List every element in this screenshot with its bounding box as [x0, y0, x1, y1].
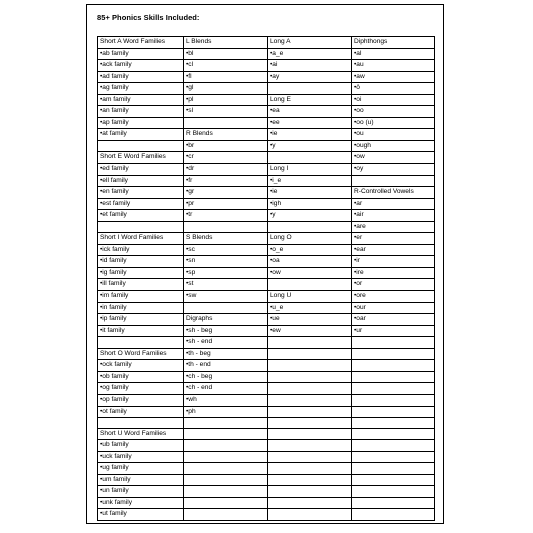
table-cell: •ph: [184, 406, 268, 418]
table-cell: •sl: [184, 106, 268, 118]
table-cell: •u_e: [268, 302, 352, 314]
table-cell: •ea: [268, 106, 352, 118]
table-cell: [268, 440, 352, 452]
table-cell: •ow: [352, 152, 435, 164]
worksheet-page: [86, 4, 444, 524]
table-cell: •ot family: [98, 406, 184, 418]
table-cell: •ire: [352, 267, 435, 279]
table-cell: •gr: [184, 187, 268, 199]
table-cell: Long O: [268, 233, 352, 245]
table-cell: [184, 497, 268, 509]
table-row: [98, 383, 435, 395]
table-cell: •o_e: [268, 244, 352, 256]
table-cell: •est family: [98, 198, 184, 210]
table-cell: [352, 463, 435, 475]
table-cell: •ab family: [98, 48, 184, 60]
table-cell: •ad family: [98, 71, 184, 83]
table-cell: •ir: [352, 256, 435, 268]
table-cell: [352, 486, 435, 498]
table-cell: •oi: [352, 94, 435, 106]
table-cell: [268, 371, 352, 383]
table-cell: Short E Word Families: [98, 152, 184, 164]
table-cell: [184, 117, 268, 129]
table-cell: •gl: [184, 83, 268, 95]
table-row: [98, 48, 435, 60]
table-cell: •ai: [268, 60, 352, 72]
table-cell: •ock family: [98, 360, 184, 372]
table-cell: •ill family: [98, 279, 184, 291]
table-cell: [352, 383, 435, 395]
table-cell: •ur: [352, 325, 435, 337]
table-cell: •oar: [352, 314, 435, 326]
table-row: [98, 509, 435, 521]
table-row: [98, 337, 435, 349]
table-row: [98, 497, 435, 509]
table-cell: •igh: [268, 198, 352, 210]
table-row: [98, 348, 435, 360]
table-cell: •ch - beg: [184, 371, 268, 383]
table-cell: [352, 418, 435, 429]
table-cell: •air: [352, 210, 435, 222]
table-cell: •y: [268, 140, 352, 152]
table-cell: [268, 451, 352, 463]
table-cell: Short I Word Families: [98, 233, 184, 245]
table-row: [98, 406, 435, 418]
table-cell: [352, 440, 435, 452]
table-cell: •dr: [184, 164, 268, 176]
table-cell: •au: [352, 60, 435, 72]
table-cell: [98, 418, 184, 429]
table-cell: •in family: [98, 302, 184, 314]
table-cell: •ag family: [98, 83, 184, 95]
table-cell: •ub family: [98, 440, 184, 452]
table-row: [98, 198, 435, 210]
table-cell: [268, 221, 352, 233]
table-cell: •an family: [98, 106, 184, 118]
table-cell: [268, 383, 352, 395]
table-row: [98, 325, 435, 337]
table-cell: •aw: [352, 71, 435, 83]
table-row: [98, 302, 435, 314]
table-row: [98, 371, 435, 383]
table-row: [98, 187, 435, 199]
table-row: [98, 140, 435, 152]
table-cell: [268, 279, 352, 291]
table-cell: •ow: [268, 267, 352, 279]
table-cell: •tr: [184, 210, 268, 222]
table-row: [98, 291, 435, 303]
table-cell: •wh: [184, 394, 268, 406]
table-row: [98, 267, 435, 279]
table-row: [98, 117, 435, 129]
table-cell: •unk family: [98, 497, 184, 509]
table-cell: •ig family: [98, 267, 184, 279]
table-cell: •im family: [98, 291, 184, 303]
table-cell: S Blends: [184, 233, 268, 245]
table-cell: [268, 428, 352, 440]
table-cell: L Blends: [184, 37, 268, 49]
table-cell: •ut family: [98, 509, 184, 521]
table-cell: •am family: [98, 94, 184, 106]
table-cell: •ough: [352, 140, 435, 152]
table-row: [98, 360, 435, 372]
page-title: 85+ Phonics Skills Included:: [97, 13, 200, 22]
table-cell: •cr: [184, 152, 268, 164]
table-row: [98, 394, 435, 406]
table-row: [98, 314, 435, 326]
table-cell: [352, 451, 435, 463]
table-row: [98, 152, 435, 164]
table-cell: [268, 348, 352, 360]
table-cell: •um family: [98, 474, 184, 486]
table-cell: [352, 348, 435, 360]
table-cell: [268, 486, 352, 498]
table-cell: •or: [352, 279, 435, 291]
table-cell: [268, 406, 352, 418]
table-cell: [268, 83, 352, 95]
table-cell: [352, 497, 435, 509]
table-cell: •sc: [184, 244, 268, 256]
table-cell: [268, 497, 352, 509]
table-cell: •ap family: [98, 117, 184, 129]
table-cell: [352, 337, 435, 349]
table-cell: [98, 221, 184, 233]
table-cell: •et family: [98, 210, 184, 222]
table-cell: •sw: [184, 291, 268, 303]
table-cell: [184, 302, 268, 314]
table-cell: [98, 337, 184, 349]
table-cell: [184, 440, 268, 452]
table-cell: •fr: [184, 175, 268, 187]
table-cell: •oy: [352, 164, 435, 176]
table-cell: Short O Word Families: [98, 348, 184, 360]
table-cell: [184, 428, 268, 440]
table-cell: [184, 509, 268, 521]
table-cell: [184, 418, 268, 429]
table-cell: •oa: [268, 256, 352, 268]
table-cell: •ay: [268, 71, 352, 83]
table-row: [98, 60, 435, 72]
table-cell: •uck family: [98, 451, 184, 463]
table-cell: [352, 360, 435, 372]
table-cell: •ob family: [98, 371, 184, 383]
table-cell: [352, 428, 435, 440]
table-row: [98, 233, 435, 245]
table-cell: •bl: [184, 48, 268, 60]
table-cell: •ue: [268, 314, 352, 326]
table-cell: •a_e: [268, 48, 352, 60]
table-cell: •ug family: [98, 463, 184, 475]
table-cell: •pr: [184, 198, 268, 210]
table-cell: •ar: [352, 198, 435, 210]
table-cell: Long I: [268, 164, 352, 176]
table-cell: [268, 509, 352, 521]
table-cell: •ack family: [98, 60, 184, 72]
table-cell: •br: [184, 140, 268, 152]
table-cell: •pl: [184, 94, 268, 106]
table-row: [98, 210, 435, 222]
table-row: [98, 71, 435, 83]
table-row: [98, 440, 435, 452]
table-cell: [352, 474, 435, 486]
table-cell: [352, 371, 435, 383]
table-cell: •oo (u): [352, 117, 435, 129]
table-cell: •sn: [184, 256, 268, 268]
table-row: [98, 451, 435, 463]
table-cell: •cl: [184, 60, 268, 72]
table-cell: Diphthongs: [352, 37, 435, 49]
table-cell: [352, 406, 435, 418]
table-cell: •at family: [98, 129, 184, 141]
table-cell: Long E: [268, 94, 352, 106]
table-cell: •ick family: [98, 244, 184, 256]
table-row: [98, 37, 435, 49]
table-row: [98, 474, 435, 486]
table-cell: [184, 451, 268, 463]
table-cell: [268, 463, 352, 475]
table-cell: •sh - end: [184, 337, 268, 349]
table-cell: •ou: [352, 129, 435, 141]
table-cell: •y: [268, 210, 352, 222]
table-cell: •en family: [98, 187, 184, 199]
table-cell: Long U: [268, 291, 352, 303]
table-cell: •ip family: [98, 314, 184, 326]
table-cell: [268, 337, 352, 349]
table-cell: •are: [352, 221, 435, 233]
table-cell: •ore: [352, 291, 435, 303]
table-cell: •th - end: [184, 360, 268, 372]
table-cell: •ell family: [98, 175, 184, 187]
table-row: [98, 256, 435, 268]
table-cell: •fl: [184, 71, 268, 83]
table-cell: •ear: [352, 244, 435, 256]
table-cell: •i_e: [268, 175, 352, 187]
table-cell: •al: [352, 48, 435, 60]
table-row: [98, 129, 435, 141]
phonics-skills-table: [97, 36, 435, 521]
table-cell: •ch - end: [184, 383, 268, 395]
table-row: [98, 83, 435, 95]
table-cell: •ew: [268, 325, 352, 337]
table-cell: •ie: [268, 187, 352, 199]
table-row: [98, 244, 435, 256]
table-cell: Short U Word Families: [98, 428, 184, 440]
table-cell: [268, 474, 352, 486]
table-cell: •og family: [98, 383, 184, 395]
table-cell: •un family: [98, 486, 184, 498]
table-row: [98, 428, 435, 440]
table-cell: •er: [352, 233, 435, 245]
table-row: [98, 279, 435, 291]
table-cell: [268, 394, 352, 406]
table-cell: [184, 463, 268, 475]
table-cell: •it family: [98, 325, 184, 337]
table-cell: [98, 140, 184, 152]
table-cell: •ie: [268, 129, 352, 141]
table-row: [98, 94, 435, 106]
table-cell: [352, 394, 435, 406]
table-cell: [268, 418, 352, 429]
table-row: [98, 418, 435, 429]
table-cell: R Blends: [184, 129, 268, 141]
table-cell: [268, 360, 352, 372]
table-row: [98, 175, 435, 187]
table-cell: •our: [352, 302, 435, 314]
table-cell: [184, 474, 268, 486]
table-cell: [352, 509, 435, 521]
table-cell: Long A: [268, 37, 352, 49]
table-cell: •sp: [184, 267, 268, 279]
table-cell: Digraphs: [184, 314, 268, 326]
table-cell: •th - beg: [184, 348, 268, 360]
table-row: [98, 164, 435, 176]
table-cell: •id family: [98, 256, 184, 268]
table-cell: [184, 486, 268, 498]
table-cell: •oo: [352, 106, 435, 118]
table-cell: •op family: [98, 394, 184, 406]
table-row: [98, 106, 435, 118]
table-row: [98, 486, 435, 498]
table-row: [98, 463, 435, 475]
table-cell: •ô: [352, 83, 435, 95]
table-cell: [184, 221, 268, 233]
table-cell: [268, 152, 352, 164]
table-cell: •st: [184, 279, 268, 291]
table-cell: Short A Word Families: [98, 37, 184, 49]
table-row: [98, 221, 435, 233]
table-cell: •ee: [268, 117, 352, 129]
table-cell: •ed family: [98, 164, 184, 176]
table-cell: [352, 175, 435, 187]
table-cell: •sh - beg: [184, 325, 268, 337]
table-cell: R-Controlled Vowels: [352, 187, 435, 199]
